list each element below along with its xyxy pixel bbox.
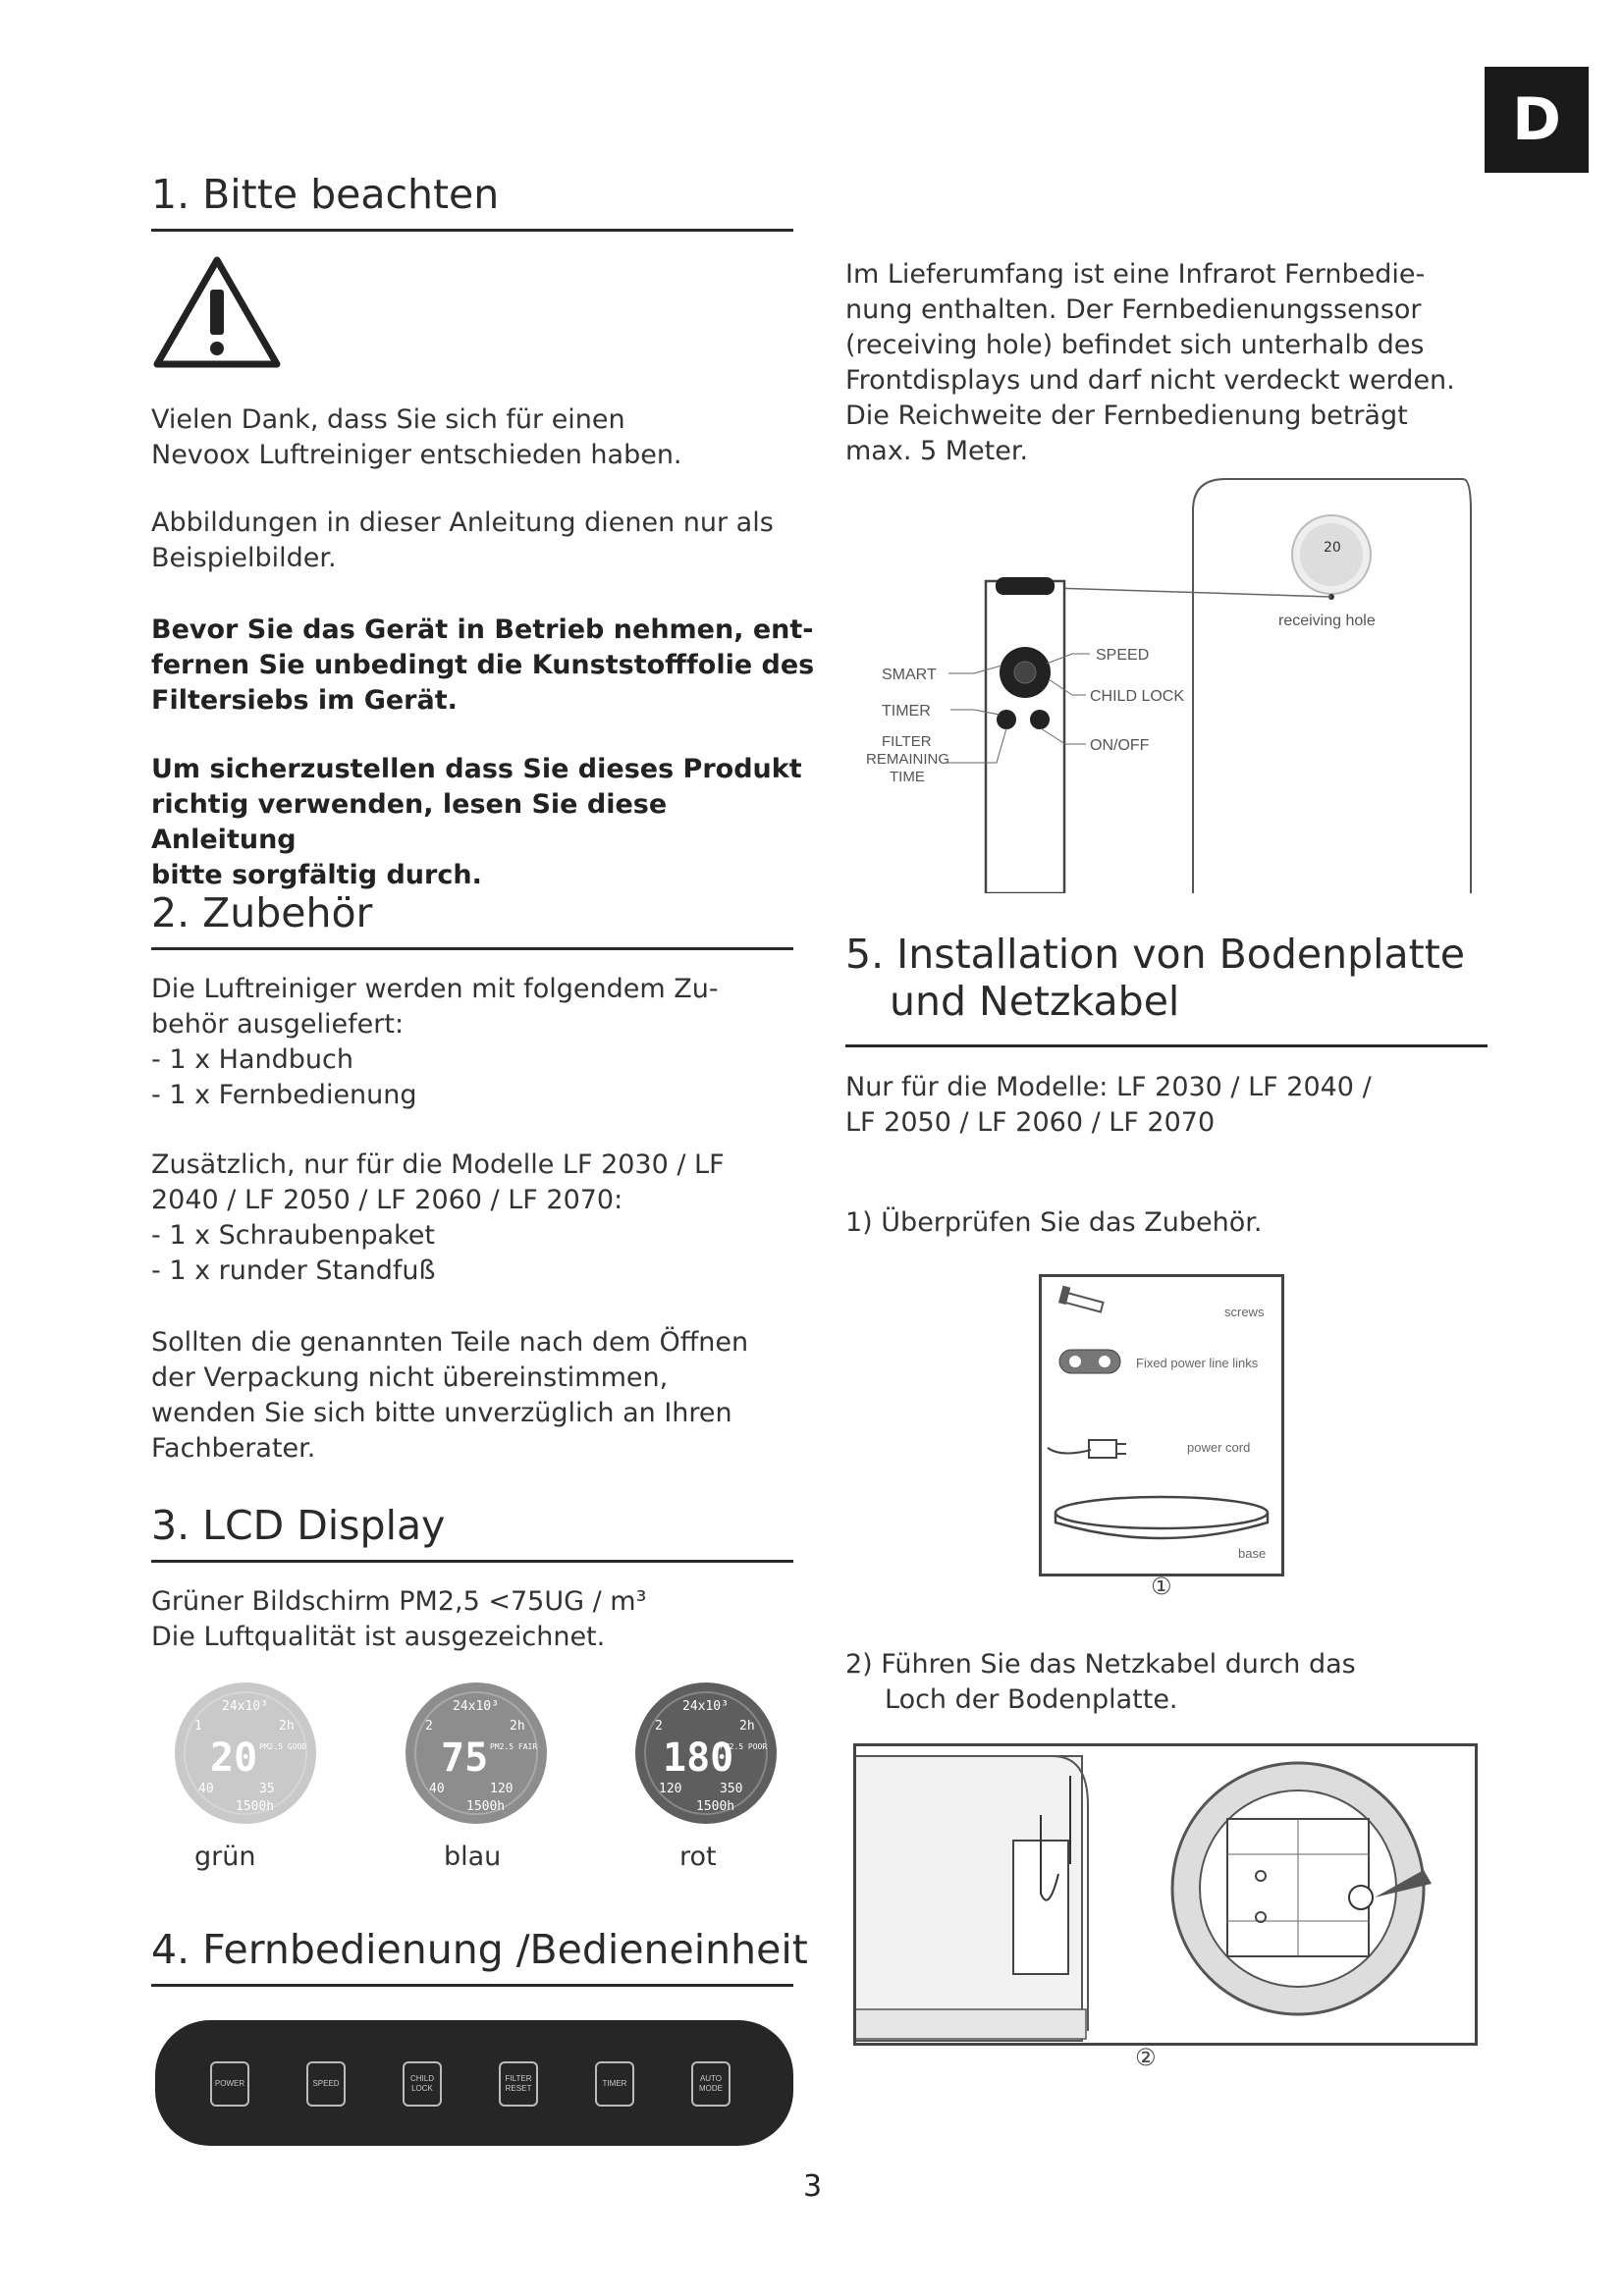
text-line: wenden Sie sich bitte unverzüglich an Ihren	[151, 1398, 732, 1428]
lcd-filter-value: 1500h	[466, 1799, 506, 1814]
remote-description	[845, 257, 1493, 469]
text-line: der Verpackung nicht übereinstimmen,	[151, 1362, 669, 1393]
section-divider	[151, 1984, 793, 1987]
lcd-top-value: 24x10³	[453, 1699, 499, 1714]
timer-button[interactable]: TIMER	[595, 2061, 634, 2107]
time-label: TIME	[890, 769, 925, 785]
lcd-label-blue: blau	[444, 1842, 502, 1872]
illustration-note	[151, 506, 799, 576]
section-4-title: 4. Fernbedienung /Bedieneinheit	[151, 1926, 808, 1973]
list-item: - 1 x runder Standfuß	[151, 1255, 436, 1286]
text-line: Bevor Sie das Gerät in Betrieb nehmen, ent-	[151, 614, 814, 645]
installation-figure	[853, 1743, 1478, 2046]
page-number: 3	[803, 2169, 823, 2204]
text-line: max. 5 Meter.	[845, 436, 1029, 466]
lcd-filter-value: 1500h	[236, 1799, 275, 1814]
text-line: Beispielbilder.	[151, 543, 337, 573]
receiving-hole-label: receiving hole	[1278, 613, 1376, 629]
screw-icon	[1058, 1286, 1104, 1312]
lcd-unit: PM2.5 POOR	[720, 1742, 768, 1751]
text-line: Sollten die genannten Teile nach dem Öffnen	[151, 1327, 749, 1358]
missing-parts-note	[151, 1325, 819, 1467]
speed-button[interactable]: SPEED	[306, 2061, 346, 2107]
lcd-top-value: 24x10³	[222, 1699, 268, 1714]
thanks-paragraph	[151, 402, 799, 473]
remote-body	[986, 581, 1064, 893]
text-line: behör ausgeliefert:	[151, 1009, 405, 1040]
lcd-speed-value: 1	[194, 1719, 202, 1734]
filter-label: FILTER	[882, 733, 932, 750]
figure-2-number: ②	[1135, 2044, 1157, 2071]
section-1-title: 1. Bitte beachten	[151, 171, 500, 218]
text-line: Um sicherzustellen dass Sie dieses Produkt	[151, 754, 802, 784]
cable-link-icon	[1059, 1350, 1120, 1373]
lcd-main-value: 180	[663, 1735, 734, 1781]
lcd-label-red: rot	[679, 1842, 717, 1872]
text-line: Zusätzlich, nur für die Modelle LF 2030 / LF	[151, 1149, 725, 1180]
lcd-speed-value: 2	[425, 1719, 433, 1734]
lcd-time-value: 2h	[510, 1719, 525, 1734]
accessories-extra	[151, 1148, 819, 1289]
step-1: 1) Überprüfen Sie das Zubehör.	[845, 1207, 1263, 1238]
models-note	[845, 1070, 1493, 1141]
speed-label: SPEED	[1096, 647, 1150, 664]
list-item: - 1 x Handbuch	[151, 1044, 353, 1075]
section-divider	[151, 229, 793, 232]
text-line: Loch der Bodenplatte.	[885, 1684, 1178, 1715]
lcd-display-blue	[404, 1681, 549, 1830]
section-5-title: 5. Installation von Bodenplatte	[845, 931, 1465, 978]
text-line: Vielen Dank, dass Sie sich für einen	[151, 404, 625, 435]
section-divider	[845, 1044, 1488, 1047]
section-2-title: 2. Zubehör	[151, 889, 373, 936]
lcd-unit: PM2.5 FAIR	[490, 1742, 538, 1751]
remote-control-diagram	[854, 471, 1483, 893]
section-divider	[151, 947, 793, 950]
filter-reset-button[interactable]: FILTER RESET	[499, 2061, 538, 2107]
text-line: Nevoox Luftreiniger entschieden haben.	[151, 440, 682, 470]
lcd-display-red	[633, 1681, 779, 1830]
lcd-top-value: 24x10³	[682, 1699, 729, 1714]
lcd-temp-value: 40	[429, 1782, 445, 1796]
mini-lcd-value: 20	[1324, 540, 1341, 556]
read-manual-note	[151, 752, 819, 893]
lcd-filter-value: 1500h	[696, 1799, 735, 1814]
warning-icon	[151, 252, 283, 370]
list-item: - 1 x Schraubenpaket	[151, 1220, 435, 1251]
part-label: base	[1238, 1546, 1267, 1561]
control-panel	[155, 2020, 793, 2146]
lcd-unit: PM2.5 GOOD	[259, 1742, 307, 1751]
part-label: power cord	[1187, 1440, 1251, 1455]
onoff-label: ON/OFF	[1090, 737, 1150, 754]
list-item: - 1 x Fernbedienung	[151, 1080, 417, 1110]
part-label: screws	[1224, 1305, 1265, 1319]
figure-1-number: ①	[1151, 1573, 1172, 1600]
accessories-intro	[151, 972, 819, 1113]
text-line: Fachberater.	[151, 1433, 316, 1464]
text-line: 2040 / LF 2050 / LF 2060 / LF 2070:	[151, 1185, 623, 1215]
text-line: Frontdisplays und darf nicht verdeckt werden.	[845, 365, 1455, 396]
text-line: Filtersiebs im Gerät.	[151, 685, 458, 716]
language-tab: D	[1485, 67, 1589, 173]
lcd-display-green	[173, 1681, 318, 1830]
remote-timer-button	[997, 710, 1016, 729]
text-line: bitte sorgfältig durch.	[151, 860, 482, 890]
smart-label: SMART	[882, 667, 937, 683]
child-lock-label: CHILD LOCK	[1090, 688, 1185, 705]
section-divider	[151, 1560, 793, 1563]
lcd-humidity-value: 35	[259, 1782, 275, 1796]
base-plate-icon	[1056, 1497, 1268, 1538]
lcd-humidity-value: 120	[490, 1782, 514, 1796]
auto-mode-button[interactable]: AUTO MODE	[691, 2061, 731, 2107]
text-line: Die Luftqualität ist ausgezeichnet.	[151, 1622, 606, 1652]
text-line: fernen Sie unbedingt die Kunststofffolie des	[151, 650, 815, 680]
step-2	[845, 1647, 1493, 1718]
lcd-humidity-value: 350	[720, 1782, 743, 1796]
lcd-time-value: 2h	[739, 1719, 755, 1734]
text-line: LF 2050 / LF 2060 / LF 2070	[845, 1107, 1216, 1138]
timer-label: TIMER	[882, 703, 931, 720]
base-plate-top-view	[1172, 1763, 1432, 2014]
lcd-label-green: grün	[194, 1842, 256, 1872]
lcd-speed-value: 2	[655, 1719, 663, 1734]
lcd-description	[151, 1584, 819, 1655]
text-line: Grüner Bildschirm PM2,5 <75UG / m³	[151, 1586, 647, 1617]
section-5-title-line2: und Netzkabel	[890, 978, 1180, 1025]
remaining-label: REMAINING	[866, 751, 950, 768]
section-3-title: 3. LCD Display	[151, 1502, 446, 1549]
purifier-side-view	[856, 1756, 1088, 2041]
child-lock-button[interactable]: CHILD LOCK	[403, 2061, 442, 2107]
text-line: nung enthalten. Der Fernbedienungssensor	[845, 294, 1422, 325]
remote-onoff-button	[1030, 710, 1050, 729]
text-line: 2) Führen Sie das Netzkabel durch das	[845, 1649, 1356, 1680]
text-line: Die Luftreiniger werden mit folgendem Zu-	[151, 974, 719, 1004]
part-label: Fixed power line links	[1136, 1356, 1259, 1370]
text-line: Abbildungen in dieser Anleitung dienen nur als	[151, 507, 774, 538]
text-line: Die Reichweite der Fernbedienung beträgt	[845, 400, 1408, 431]
text-line: Im Lieferumfang ist eine Infrarot Fernbedie-	[845, 259, 1426, 290]
lcd-main-value: 75	[441, 1735, 489, 1781]
foil-warning	[151, 613, 819, 719]
text-line: richtig verwenden, lesen Sie diese Anleitung	[151, 789, 668, 855]
lcd-temp-value: 40	[198, 1782, 214, 1796]
lcd-temp-value: 120	[659, 1782, 682, 1796]
lcd-main-value: 20	[210, 1735, 258, 1781]
power-button[interactable]: POWER	[210, 2061, 249, 2107]
text-line: (receiving hole) befindet sich unterhalb des	[845, 330, 1425, 360]
power-cord-icon	[1048, 1440, 1126, 1458]
text-line: Nur für die Modelle: LF 2030 / LF 2040 /	[845, 1072, 1372, 1102]
parts-figure	[1039, 1274, 1284, 1576]
lcd-time-value: 2h	[279, 1719, 295, 1734]
